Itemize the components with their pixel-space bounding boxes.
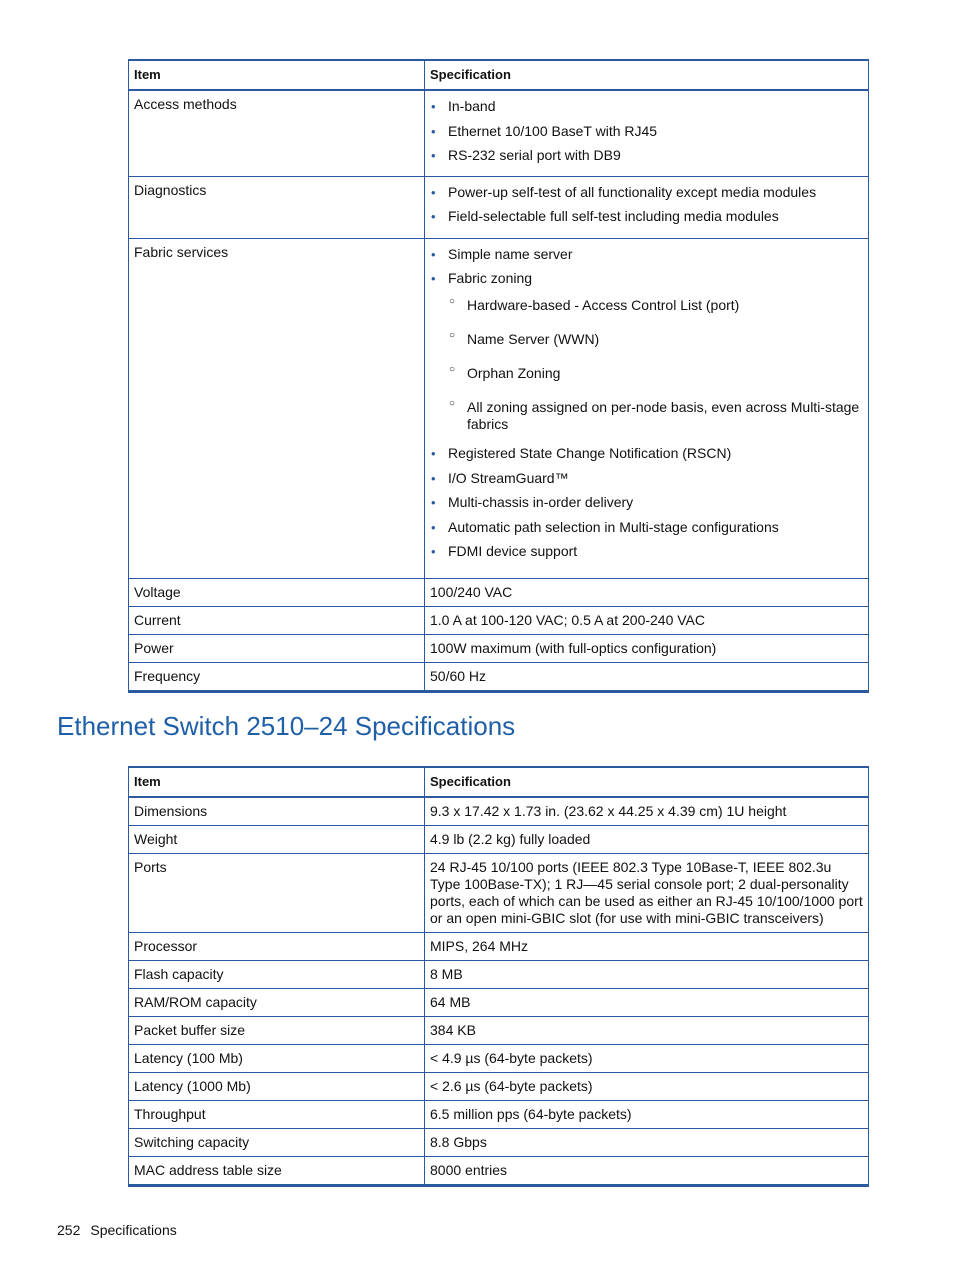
row-item: Dimensions bbox=[129, 797, 425, 826]
row-spec: 384 KB bbox=[425, 1017, 869, 1045]
row-item: Diagnostics bbox=[129, 176, 425, 238]
bullet-icon: • bbox=[431, 446, 436, 461]
sub-list-item: ○ Name Server (WWN) bbox=[467, 331, 863, 348]
bullet-icon: • bbox=[431, 544, 436, 559]
list-item: • Power-up self-test of all functionality except media modules bbox=[431, 183, 817, 200]
page-footer bbox=[57, 1222, 177, 1238]
bullet-icon: • bbox=[431, 184, 436, 200]
row-item: Packet buffer size bbox=[129, 1017, 425, 1045]
row-spec bbox=[425, 176, 869, 238]
table-row bbox=[129, 238, 869, 578]
table-row bbox=[129, 1045, 869, 1073]
bullet-icon: • bbox=[431, 470, 436, 486]
list-item: • Multi-chassis in-order delivery bbox=[431, 494, 634, 510]
table-row bbox=[129, 933, 869, 961]
bullet-icon: • bbox=[431, 271, 436, 286]
row-item: Fabric services bbox=[129, 238, 425, 578]
bullet-list bbox=[430, 184, 863, 226]
table-row bbox=[129, 1073, 869, 1101]
row-spec: 8.8 Gbps bbox=[425, 1129, 869, 1157]
row-item: Processor bbox=[129, 933, 425, 961]
table-row bbox=[129, 961, 869, 989]
row-item: MAC address table size bbox=[129, 1157, 425, 1186]
table-row bbox=[129, 1129, 869, 1157]
row-item: RAM/ROM capacity bbox=[129, 989, 425, 1017]
row-item: Access methods bbox=[129, 90, 425, 176]
bullet-icon: • bbox=[431, 209, 436, 224]
page-number: 252 bbox=[57, 1222, 81, 1238]
header-item: Item bbox=[129, 60, 425, 90]
table-row bbox=[129, 1017, 869, 1045]
row-item: Throughput bbox=[129, 1101, 425, 1129]
row-spec: 24 RJ-45 10/100 ports (IEEE 802.3 Type 10Base-T, IEEE 802.3u Type 100Base-TX); 1 RJ—45 serial console port; 2 dual-personality ports, each of which can be used as either an RJ-45 10/100/1000 port or an open mini-GBIC slot (for use with mini-GBIC transceivers) bbox=[425, 854, 869, 933]
bullet-list bbox=[430, 98, 863, 164]
table-header-row bbox=[129, 60, 869, 90]
circle-bullet-icon: ○ bbox=[449, 364, 456, 375]
row-spec: < 2.6 µs (64-byte packets) bbox=[425, 1073, 869, 1101]
bullet-icon: • bbox=[431, 123, 436, 139]
table-row bbox=[129, 826, 869, 854]
row-item: Switching capacity bbox=[129, 1129, 425, 1157]
row-spec: 1.0 A at 100-120 VAC; 0.5 A at 200-240 VAC bbox=[425, 606, 869, 634]
table-row bbox=[129, 989, 869, 1017]
row-spec: 8 MB bbox=[425, 961, 869, 989]
header-specification: Specification bbox=[425, 60, 869, 90]
list-item: • RS-232 serial port with DB9 bbox=[431, 147, 621, 163]
table-row bbox=[129, 1101, 869, 1129]
list-item: • Automatic path selection in Multi-stage configurations bbox=[431, 518, 779, 535]
row-spec: 64 MB bbox=[425, 989, 869, 1017]
table-row bbox=[129, 634, 869, 662]
list-item: • I/O StreamGuard™ bbox=[431, 469, 569, 486]
row-spec: 4.9 lb (2.2 kg) fully loaded bbox=[425, 826, 869, 854]
circle-bullet-icon: ○ bbox=[449, 398, 456, 409]
bullet-list bbox=[430, 246, 863, 561]
table-row bbox=[129, 90, 869, 176]
row-spec: 100W maximum (with full-optics configuration) bbox=[425, 634, 869, 662]
bullet-icon: • bbox=[431, 519, 436, 535]
list-item: • Registered State Change Notification (RSCN) bbox=[431, 445, 732, 461]
row-item: Weight bbox=[129, 826, 425, 854]
row-item: Current bbox=[129, 606, 425, 634]
list-item: • Field-selectable full self-test including media modules bbox=[431, 208, 779, 224]
row-item: Latency (1000 Mb) bbox=[129, 1073, 425, 1101]
row-item: Latency (100 Mb) bbox=[129, 1045, 425, 1073]
table-row bbox=[129, 1157, 869, 1186]
table-row bbox=[129, 854, 869, 933]
list-item: • Fabric zoning ○ Hardware-based - Access Control List (port) ○ Name Server (WWN) ○ Orphan Zoning ○ All zoning assigned on per-node basis, even across Multi-stage fabrics bbox=[448, 270, 863, 433]
list-item: • In-band bbox=[431, 98, 496, 114]
table-row bbox=[129, 606, 869, 634]
bullet-icon: • bbox=[431, 148, 436, 163]
table-row bbox=[129, 797, 869, 826]
switch-specs-table bbox=[128, 766, 869, 1187]
table-row bbox=[129, 578, 869, 606]
table-row bbox=[129, 662, 869, 691]
bullet-icon: • bbox=[431, 99, 436, 114]
row-spec: 50/60 Hz bbox=[425, 662, 869, 691]
footer-section: Specifications bbox=[90, 1222, 177, 1238]
sub-list-item: ○ Orphan Zoning bbox=[467, 365, 863, 382]
row-item: Flash capacity bbox=[129, 961, 425, 989]
row-spec: 8000 entries bbox=[425, 1157, 869, 1186]
power-specs-table bbox=[128, 59, 869, 693]
sub-list-item: ○ All zoning assigned on per-node basis, even across Multi-stage fabrics bbox=[467, 399, 863, 433]
circle-bullet-icon: ○ bbox=[449, 330, 456, 341]
row-item: Voltage bbox=[129, 578, 425, 606]
row-spec: MIPS, 264 MHz bbox=[425, 933, 869, 961]
table-row bbox=[129, 176, 869, 238]
sub-list-item: ○ Hardware-based - Access Control List (port) bbox=[467, 297, 863, 314]
list-item: • Ethernet 10/100 BaseT with RJ45 bbox=[431, 122, 658, 139]
table-header-row bbox=[129, 767, 869, 797]
row-item: Power bbox=[129, 634, 425, 662]
bullet-icon: • bbox=[431, 246, 436, 262]
row-spec bbox=[425, 90, 869, 176]
header-item: Item bbox=[129, 767, 425, 797]
row-spec: 100/240 VAC bbox=[425, 578, 869, 606]
row-spec: < 4.9 µs (64-byte packets) bbox=[425, 1045, 869, 1073]
list-item: • FDMI device support bbox=[431, 543, 578, 559]
row-spec: 6.5 million pps (64-byte packets) bbox=[425, 1101, 869, 1129]
row-item: Frequency bbox=[129, 662, 425, 691]
sub-bullet-list bbox=[448, 297, 863, 433]
list-item: • Simple name server bbox=[431, 245, 573, 262]
row-item: Ports bbox=[129, 854, 425, 933]
header-specification: Specification bbox=[425, 767, 869, 797]
bullet-icon: • bbox=[431, 495, 436, 510]
section-title: Ethernet Switch 2510–24 Specifications bbox=[57, 711, 516, 741]
circle-bullet-icon: ○ bbox=[449, 296, 456, 307]
row-spec bbox=[425, 238, 869, 578]
row-spec: 9.3 x 17.42 x 1.73 in. (23.62 x 44.25 x 4.39 cm) 1U height bbox=[425, 797, 869, 826]
